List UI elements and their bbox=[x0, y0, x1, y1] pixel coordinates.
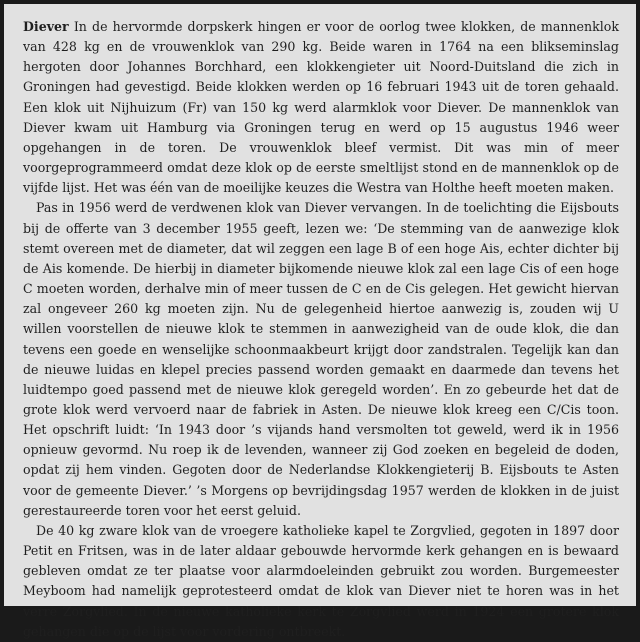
paragraph-1-text: In de hervormde dorpskerk hingen er voor de oorlog twee klokken, de mannenklok van 428 kg en de vrouwenklok van 290 kg. Beide waren in 1764 na een blikseminslag hergoten door Johannes Borchhard, een klokkengieter uit Noord-Duitsland die zich in Groningen had gevestigd. Beide klokken werden op 16 februari 1943 uit de toren gehaald. Een klok uit Nijhuizum (Fr) van 150 kg werd alarmklok voor Diever. De mannenklok van Diever kwam uit Hamburg via Groningen terug en werd op 15 augustus 1946 weer opgehangen in de toren. De vrouwenklok bleef vermist. Dit was min of meer voorgeprogrammeerd omdat deze klok op de eerste smeltlijst stond en de mannenklok op de vijfde lijst. Het was één van de moeilijke keuzes die Westra van Holthe heeft moeten maken. bbox=[23, 19, 619, 196]
page-frame bbox=[4, 4, 636, 639]
paragraph-1 bbox=[23, 17, 619, 198]
document-text bbox=[23, 17, 619, 642]
paragraph-2: Pas in 1956 werd de verdwenen klok van Diever vervangen. In de toelichting die Eijsbouts bij de offerte van 3 december 1955 geeft, lezen we: ‘De stemming van de aanwezige klok stemt overeen met de diameter, dat wil zeggen een lage B of een hoge Ais, echter dichter bij de Ais komende. De hierbij in diameter bijkomende nieuwe klok zal een lage Cis of een hoge C moeten worden, derhalve min of meer tussen de C en de Cis gelegen. Het gewicht hiervan zal ongeveer 260 kg moeten zijn. Nu de gelegenheid hiertoe aanwezig is, zouden wij U willen voorstellen de nieuwe klok te stemmen in aanwezigheid van de oude klok, die dan tevens een goede en wenselijke schoonmaakbeurt krijgt door zandstralen. Tegelijk kan dan de nieuwe luidas en klepel precies passend worden gemaakt en daarmede dan tevens het luidtempo goed passend met de nieuwe klok geregeld worden’. En zo gebeurde het dat de grote klok werd vervoerd naar de fabriek in Asten. De nieuwe klok kreeg een C/Cis toon. Het opschrift luidt: ‘In 1943 door ’s vijands hand versmolten tot geweld, werd ik in 1956 opnieuw gevormd. Nu roep ik de levenden, wanneer zij God zoeken en begeleid de doden, opdat zij hem vinden. Gegoten door de Nederlandse Klokkengieterij B. Eijsbouts te Asten voor de gemeente Diever.’ ’s Morgens op bevrijdingsdag 1957 werden de klokken in de juist gerestaureerde toren voor het eerst geluid. bbox=[23, 200, 619, 518]
section-heading: Diever bbox=[23, 19, 69, 34]
paragraph-3: De 40 kg zware klok van de vroegere katholieke kapel te Zorgvlied, gegoten in 1897 door Petit en Fritsen, was in de later aldaar gebouwde hervormde kerk gehangen en is bewaard gebleven omdat ze ter plaatse voor alarmdoeleinden gebruikt zou worden. Burgemeester Meyboom had namelijk geprotesteerd omdat de klok van Diever niet te horen was in het verre Zorgvlied. In de nieuwe katholieke kerk te Zorgvlied werd in 1924 een grotere klok gehangen die op de lijst voor vordering ontbreekt. bbox=[23, 522, 619, 639]
